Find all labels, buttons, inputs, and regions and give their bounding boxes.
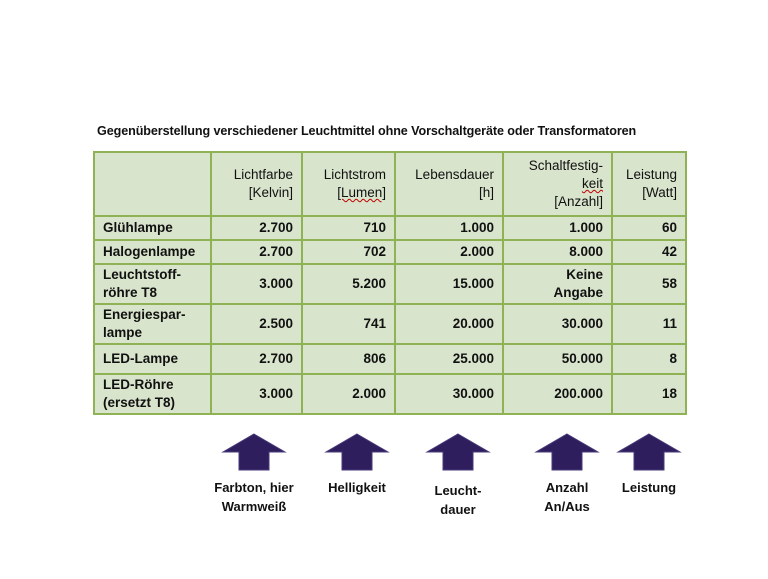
cell-switch-line2: Angabe (553, 285, 603, 300)
label-anzahl (527, 478, 607, 516)
row-name-line2: lampe (103, 325, 143, 340)
row-name-line1: Energiespar- (103, 307, 186, 322)
table-row (94, 374, 686, 414)
table-row (94, 216, 686, 240)
label-anzahl-line2: An/Aus (544, 499, 590, 514)
cell-switch: 200.000 (503, 374, 612, 414)
cell-watt: 58 (612, 264, 686, 304)
cell-kelvin: 3.000 (211, 264, 302, 304)
label-leuchtdauer (418, 481, 498, 519)
cell-lumen: 806 (302, 344, 395, 374)
header-lichtstrom-line1: Lichtstrom (323, 167, 386, 182)
header-lichtstrom-line2: [Lumen] (337, 185, 386, 200)
label-leuchtdauer-line1: Leucht- (434, 483, 482, 498)
header-lichtfarbe-line1: Lichtfarbe (233, 167, 293, 182)
cell-watt: 18 (612, 374, 686, 414)
header-lichtstrom (302, 152, 395, 216)
row-name: Glühlampe (94, 216, 211, 240)
arrow-up-icon (221, 433, 287, 471)
arrow-up-icon (324, 433, 390, 471)
cell-watt: 42 (612, 240, 686, 264)
table-row (94, 264, 686, 304)
cell-hours: 1.000 (395, 216, 503, 240)
cell-switch: 30.000 (503, 304, 612, 344)
table-row (94, 240, 686, 264)
page-title: Gegenüberstellung verschiedener Leuchtmittel ohne Vorschaltgeräte oder Transformatoren (97, 124, 637, 138)
label-anzahl-line1: Anzahl (545, 480, 589, 495)
row-name-line2: röhre T8 (103, 285, 158, 300)
header-lichtfarbe-line2: [Kelvin] (248, 185, 293, 200)
arrow-up-icon (425, 433, 491, 471)
cell-watt: 8 (612, 344, 686, 374)
header-leistung (612, 152, 686, 216)
table-row (94, 344, 686, 374)
row-name: LED-Lampe (94, 344, 211, 374)
header-schaltfestigkeit (503, 152, 612, 216)
label-leistung: Leistung (621, 480, 677, 495)
cell-hours: 2.000 (395, 240, 503, 264)
header-lichtfarbe (211, 152, 302, 216)
header-schalt-line3: [Anzahl] (554, 194, 603, 209)
table-row (94, 304, 686, 344)
label-leuchtdauer-line2: dauer (440, 502, 476, 517)
arrow-up-icon (534, 433, 600, 471)
cell-switch-line1: Keine (566, 267, 603, 282)
cell-kelvin: 3.000 (211, 374, 302, 414)
header-schalt-line2: keit (581, 176, 603, 191)
header-leistung-line2: [Watt] (642, 185, 677, 200)
header-schalt-line1: Schaltfestig- (528, 158, 603, 173)
header-lebensdauer (395, 152, 503, 216)
cell-kelvin: 2.700 (211, 344, 302, 374)
cell-watt: 11 (612, 304, 686, 344)
cell-switch: 1.000 (503, 216, 612, 240)
row-name-line1: LED-Röhre (103, 377, 174, 392)
cell-lumen: 710 (302, 216, 395, 240)
row-name (94, 374, 211, 414)
cell-watt: 60 (612, 216, 686, 240)
row-name (94, 264, 211, 304)
cell-lumen: 5.200 (302, 264, 395, 304)
header-leistung-line1: Leistung (625, 167, 677, 182)
cell-switch (503, 264, 612, 304)
label-farbton (204, 478, 304, 516)
cell-lumen: 702 (302, 240, 395, 264)
row-name (94, 304, 211, 344)
cell-kelvin: 2.500 (211, 304, 302, 344)
header-row (94, 152, 686, 216)
label-farbton-line1: Farbton, hier (214, 480, 294, 495)
header-lebensdauer-line1: Lebensdauer (415, 167, 494, 182)
label-helligkeit: Helligkeit (328, 480, 386, 495)
cell-hours: 25.000 (395, 344, 503, 374)
comparison-table (93, 151, 687, 415)
cell-switch: 50.000 (503, 344, 612, 374)
row-name-line1: Leuchtstoff- (103, 267, 181, 282)
cell-lumen: 2.000 (302, 374, 395, 414)
cell-hours: 30.000 (395, 374, 503, 414)
cell-lumen: 741 (302, 304, 395, 344)
header-empty (94, 152, 211, 216)
row-name-line2: (ersetzt T8) (103, 395, 176, 410)
cell-hours: 15.000 (395, 264, 503, 304)
cell-switch: 8.000 (503, 240, 612, 264)
row-name: Halogenlampe (94, 240, 211, 264)
cell-kelvin: 2.700 (211, 240, 302, 264)
label-farbton-line2: Warmweiß (221, 499, 287, 514)
arrow-up-icon (616, 433, 682, 471)
cell-hours: 20.000 (395, 304, 503, 344)
cell-kelvin: 2.700 (211, 216, 302, 240)
header-lebensdauer-line2: [h] (478, 185, 494, 200)
